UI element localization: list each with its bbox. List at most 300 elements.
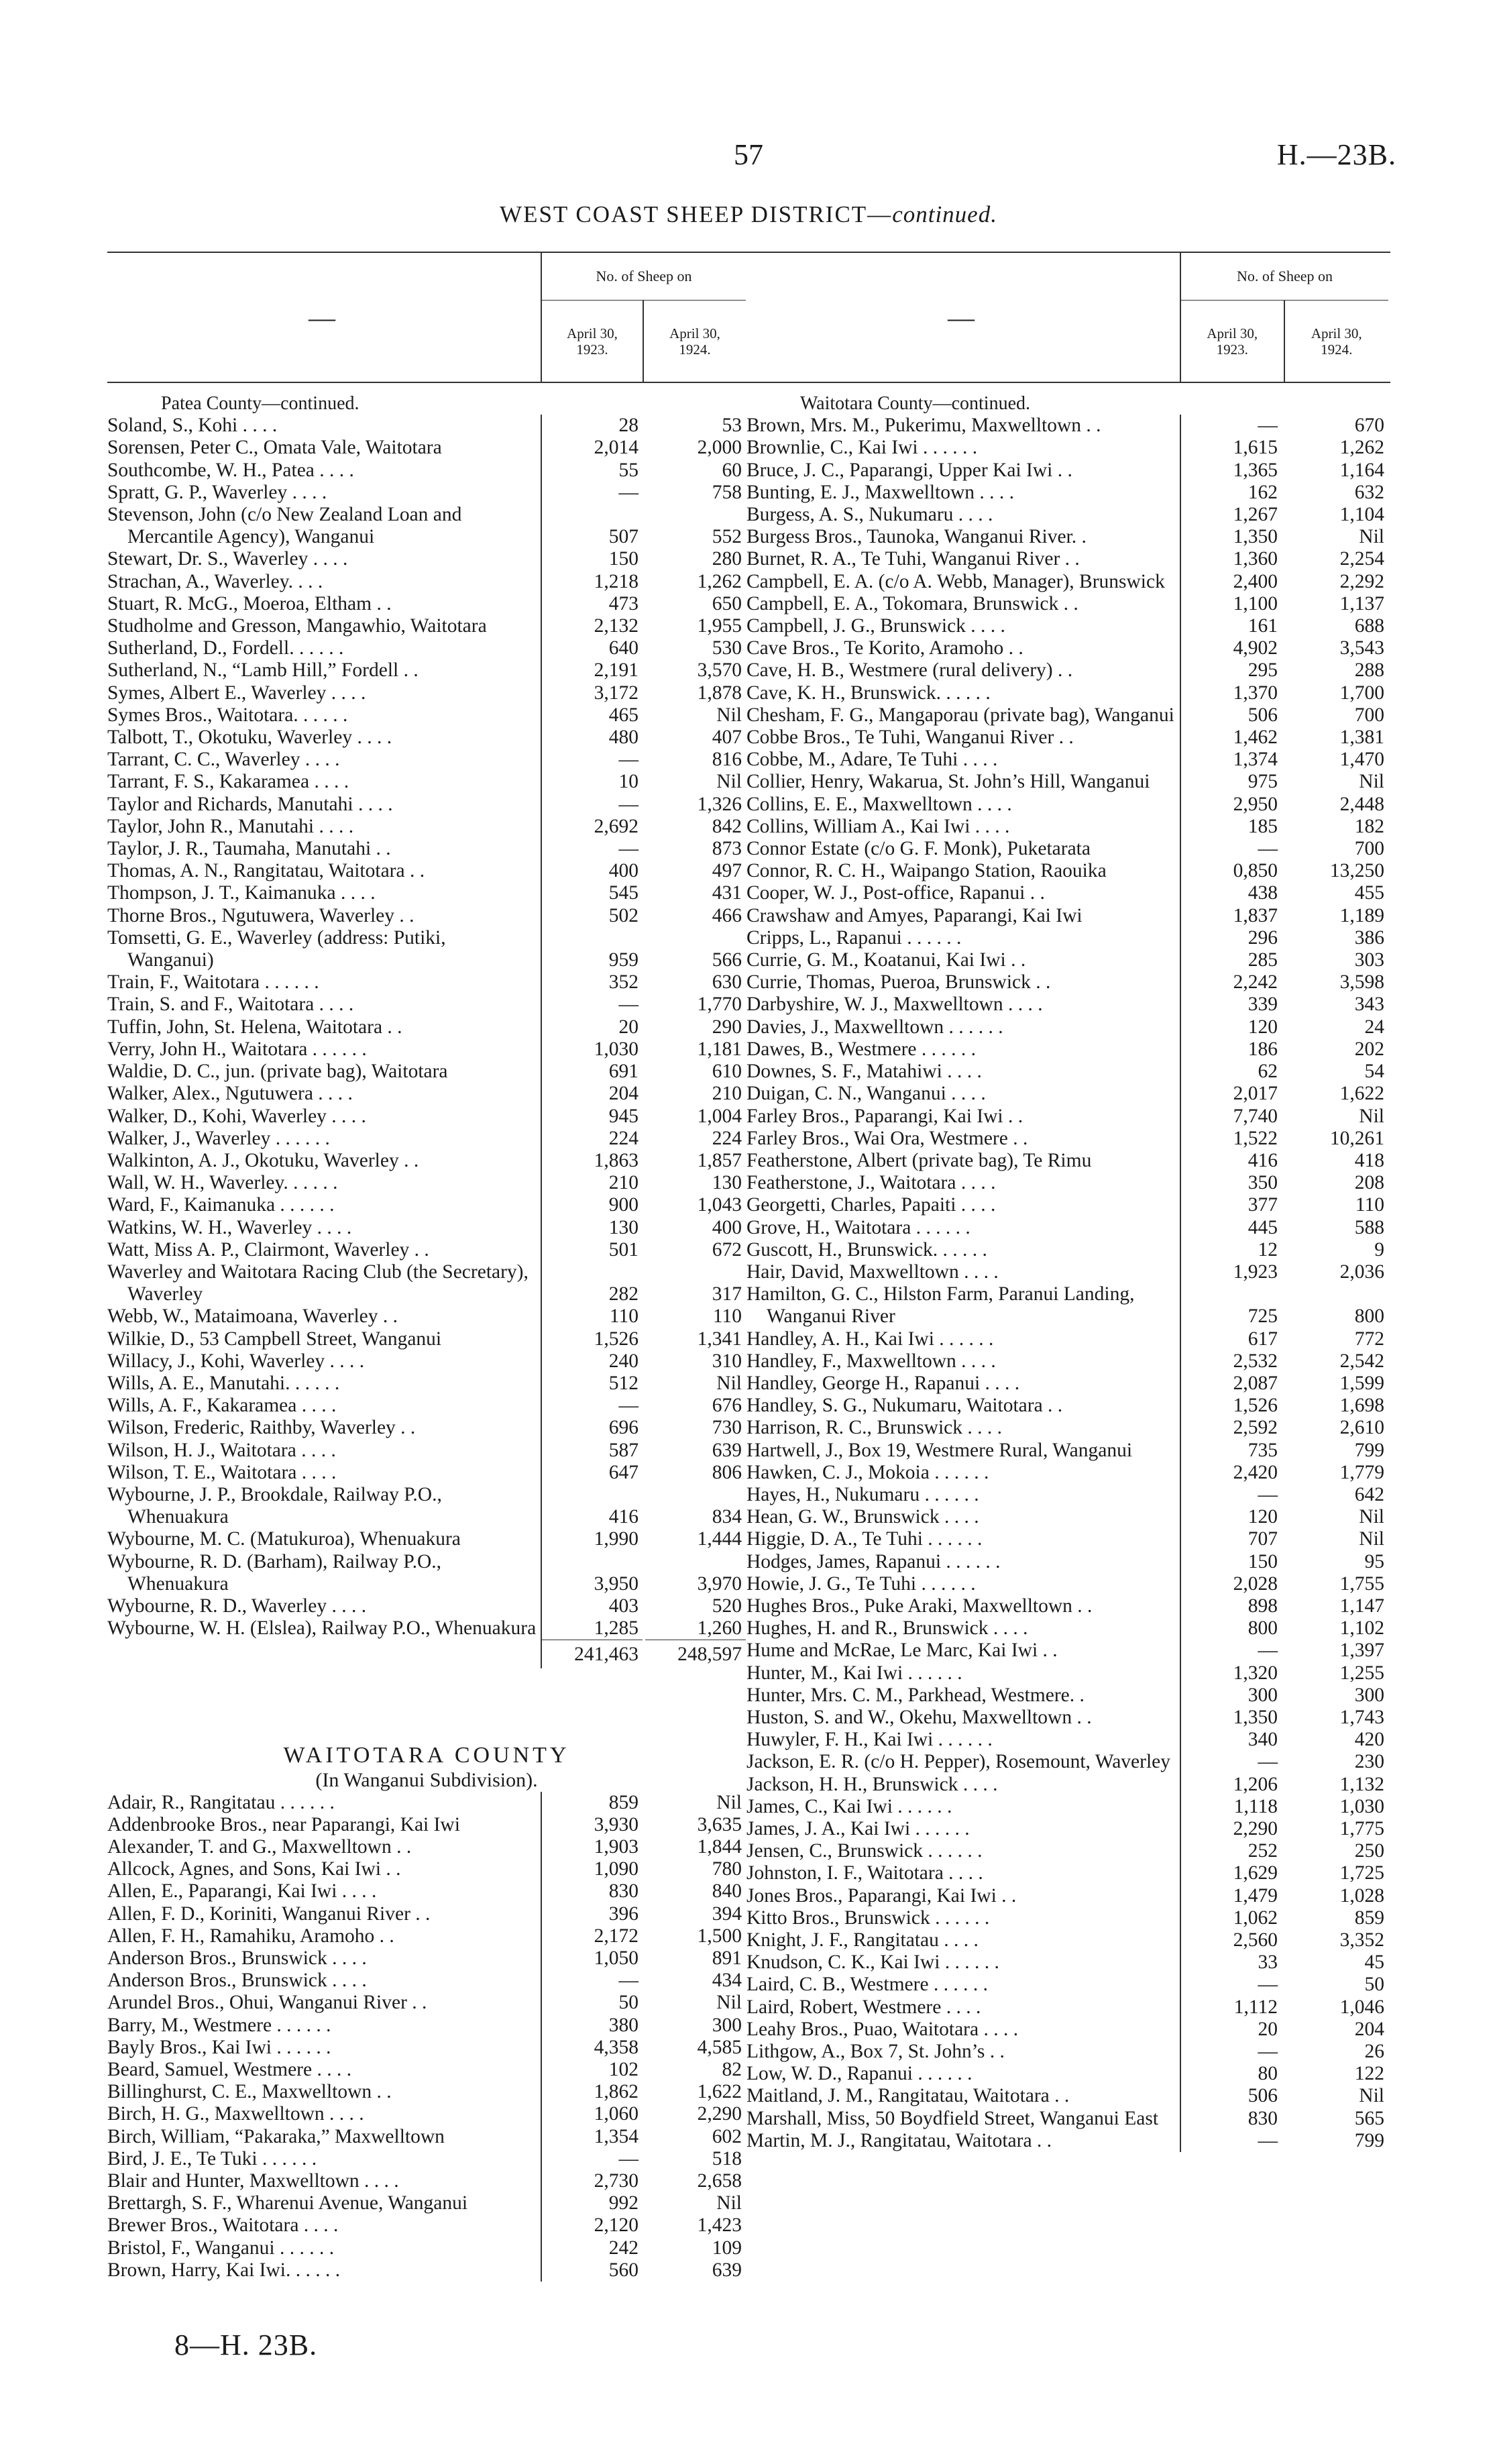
table-row-name: Maitland, J. M., Rangitatau, Waitotara . . xyxy=(746,2085,1070,2107)
table-row-1924: 280 xyxy=(712,548,742,570)
column-divider xyxy=(1176,927,1181,949)
table-row-name: Handley, A. H., Kai Iwi . . . . . . xyxy=(746,1328,994,1350)
table-row-1923: 4,902 xyxy=(1233,637,1278,659)
sheep-on-label: No. of Sheep on xyxy=(542,253,746,301)
table-row-name: Hunter, M., Kai Iwi . . . . . . xyxy=(746,1662,962,1684)
table-row-1924: 772 xyxy=(1354,1328,1384,1350)
table-row-1923: 380 xyxy=(608,2014,639,2036)
table-row-1923: 1,365 xyxy=(1233,459,1278,481)
column-divider xyxy=(537,2170,542,2192)
table-row-1923: 502 xyxy=(608,904,639,926)
table-row-name: Hughes Bros., Puke Araki, Maxwelltown . . xyxy=(746,1595,1093,1617)
table-row-1923: 830 xyxy=(608,1880,639,1903)
table-row-1924: 210 xyxy=(712,1083,742,1105)
table-row-name: Wills, A. E., Manutahi. . . . . . xyxy=(107,1372,340,1394)
table-row-1923: — xyxy=(618,2147,639,2170)
table-row-1923: — xyxy=(1258,415,1278,437)
table-row-1924: 208 xyxy=(1354,1172,1384,1194)
table-row-name: Beard, Samuel, Westmere . . . . xyxy=(107,2059,352,2081)
table-row-1923: 33 xyxy=(1258,1951,1278,1974)
column-divider xyxy=(537,749,542,771)
table-row-1924: 290 xyxy=(712,1016,742,1038)
table-row-1924: 3,635 xyxy=(697,1813,742,1835)
table-row-1924: Nil xyxy=(1359,526,1384,548)
column-divider xyxy=(1176,1862,1181,1884)
table-row-name: Wilson, T. E., Waitotara . . . . xyxy=(107,1461,337,1483)
table-row-1923: 210 xyxy=(608,1172,639,1194)
column-divider xyxy=(1176,1662,1181,1684)
table-row-1923: 1,062 xyxy=(1233,1907,1278,1929)
table-row-name: Handley, S. G., Nukumaru, Waitotara . . xyxy=(746,1395,1063,1417)
table-row-name: Sorensen, Peter C., Omata Vale, Waitotara xyxy=(107,437,442,459)
column-divider xyxy=(537,593,542,615)
table-row-1923: — xyxy=(618,749,639,771)
table-row-name: Burnet, R. A., Te Tuhi, Wanganui River . . xyxy=(746,548,1080,570)
column-divider xyxy=(537,2015,542,2037)
table-row-name: Laird, C. B., Westmere . . . . . . xyxy=(746,1974,989,1996)
table-row-1923: — xyxy=(618,838,639,860)
column-divider xyxy=(1176,838,1181,860)
table-row-1924: 758 xyxy=(712,481,742,503)
table-row-1924: 1,725 xyxy=(1339,1862,1384,1884)
table-row-1923: 416 xyxy=(1248,1149,1278,1171)
table-row-name: Sutherland, D., Fordell. . . . . . xyxy=(107,637,344,659)
table-row-1924: 10,261 xyxy=(1329,1127,1384,1149)
table-row-name: Symes Bros., Waitotara. . . . . . xyxy=(107,704,348,726)
table-row-1924: 700 xyxy=(1354,838,1384,860)
table-row-1923: 1,903 xyxy=(594,1835,639,1858)
table-row-1924: 1,470 xyxy=(1339,749,1384,771)
table-row-1924: 859 xyxy=(1354,1907,1384,1929)
column-divider xyxy=(1176,994,1181,1016)
table-row-name: Alexander, T. and G., Maxwelltown . . xyxy=(107,1835,412,1858)
column-divider xyxy=(537,2192,542,2214)
column-divider xyxy=(1176,1283,1181,1328)
table-row-1924: 45 xyxy=(1364,1951,1384,1974)
table-row-1923: 120 xyxy=(1248,1016,1278,1038)
table-row-name: Southcombe, W. H., Patea . . . . xyxy=(107,459,354,481)
table-row-1923: 3,930 xyxy=(594,1813,639,1835)
column-divider xyxy=(537,1395,542,1417)
table-row-1924: 1,423 xyxy=(697,2214,742,2237)
column-divider xyxy=(1176,1818,1181,1840)
table-row-1923: 80 xyxy=(1258,2063,1278,2085)
table-row-name: Farley Bros., Wai Ora, Westmere . . xyxy=(746,1127,1028,1149)
table-row-1923: 102 xyxy=(608,2059,639,2081)
table-row-1923: 1,923 xyxy=(1233,1261,1278,1283)
table-row-1924: 420 xyxy=(1354,1729,1384,1751)
table-row-1924: 834 xyxy=(712,1506,742,1528)
table-row-name: Allen, E., Paparangi, Kai Iwi . . . . xyxy=(107,1880,377,1903)
column-divider xyxy=(1176,482,1181,504)
table-row-1923: 1,462 xyxy=(1233,727,1278,749)
table-row-1924: 26 xyxy=(1364,2041,1384,2063)
column-divider xyxy=(1176,548,1181,570)
left-table xyxy=(107,252,751,2282)
table-row-1924: 630 xyxy=(712,971,742,994)
table-row-1923: 396 xyxy=(608,1903,639,1925)
table-row-1924: 672 xyxy=(712,1238,742,1261)
section-patea-county: Patea County—continued. xyxy=(161,393,359,414)
table-row-1923: 830 xyxy=(1248,2107,1278,2129)
table-row-1924: Nil xyxy=(716,704,742,726)
column-divider xyxy=(537,2037,542,2059)
column-divider xyxy=(1176,1573,1181,1595)
table-row-name: Hayes, H., Nukumaru . . . . . . xyxy=(746,1483,979,1505)
table-row-1924: 2,000 xyxy=(697,437,742,459)
table-row-name: Train, S. and F., Waitotara . . . . xyxy=(107,994,354,1016)
table-row-1924: 632 xyxy=(1354,481,1384,503)
table-row-1924: 676 xyxy=(712,1395,742,1417)
table-row-1923: 1,526 xyxy=(1233,1395,1278,1417)
table-row-name: Anderson Bros., Brunswick . . . . xyxy=(107,1947,367,1969)
column-divider xyxy=(1176,637,1181,659)
right-table-body xyxy=(746,383,1390,2152)
column-divider xyxy=(1176,1684,1181,1707)
column-divider xyxy=(1176,971,1181,994)
column-divider xyxy=(1176,615,1181,637)
table-row-1923: 473 xyxy=(608,592,639,614)
title-continued: continued. xyxy=(892,201,997,227)
table-row-name: Grove, H., Waitotara . . . . . . xyxy=(746,1216,971,1238)
table-row-1923: 1,090 xyxy=(594,1858,639,1880)
table-row-1923: 340 xyxy=(1248,1729,1278,1751)
table-row-1923: 150 xyxy=(1248,1550,1278,1572)
table-row-1924: 3,352 xyxy=(1339,1929,1384,1951)
column-divider xyxy=(1176,905,1181,927)
table-row-name: Dawes, B., Westmere . . . . . . xyxy=(746,1038,977,1060)
year-1924-header: April 30, 1924. xyxy=(1311,325,1362,358)
table-row-name: Campbell, E. A., Tokomara, Brunswick . . xyxy=(746,592,1078,614)
footer-code: 8—H. 23B. xyxy=(174,2328,318,2361)
table-row-1923: 1,374 xyxy=(1233,749,1278,771)
table-row-name: Featherstone, Albert (private bag), Te Rimu xyxy=(746,1149,1092,1171)
table-row-1923: 438 xyxy=(1248,882,1278,904)
table-row-1923: 506 xyxy=(1248,704,1278,726)
column-divider xyxy=(1176,1217,1181,1239)
table-row-1924: 1,164 xyxy=(1339,459,1384,481)
table-row-1923: 3,172 xyxy=(594,682,639,704)
year-1924-header: April 30, 1924. xyxy=(669,325,720,358)
table-row-1923: 445 xyxy=(1248,1216,1278,1238)
table-row-1923: 2,290 xyxy=(1233,1818,1278,1839)
document-code: H.—23B. xyxy=(1276,138,1396,171)
table-row-1923: 0,850 xyxy=(1233,860,1278,882)
column-divider xyxy=(1176,1038,1181,1061)
table-row-name: Jones Bros., Paparangi, Kai Iwi . . xyxy=(746,1884,1017,1907)
table-row-name: Birch, William, “Pakaraka,” Maxwelltown xyxy=(107,2125,445,2147)
table-row-1924: 310 xyxy=(712,1350,742,1372)
sheep-column-header xyxy=(542,253,746,382)
table-row-name: Birch, H. G., Maxwelltown . . . . xyxy=(107,2103,364,2125)
table-row-1924: 4,585 xyxy=(697,2036,742,2058)
table-row-1923: 507 xyxy=(608,526,639,548)
table-row-1924: Nil xyxy=(716,1791,742,1813)
table-row-name: Studholme and Gresson, Mangawhio, Waitotara xyxy=(107,615,487,637)
column-divider xyxy=(537,1836,542,1858)
table-row-1924: 250 xyxy=(1354,1840,1384,1862)
table-row-name: Symes, Albert E., Waverley . . . . xyxy=(107,682,366,704)
table-row-1924: 602 xyxy=(712,2125,742,2147)
table-row-name: Low, W. D., Rapanui . . . . . . xyxy=(746,2063,973,2085)
column-divider xyxy=(537,2214,542,2237)
table-row-1923: 1,100 xyxy=(1233,592,1278,614)
table-row-name: Walker, J., Waverley . . . . . . xyxy=(107,1127,330,1149)
table-row-1923: — xyxy=(1258,2041,1278,2063)
table-row-1923: 120 xyxy=(1248,1506,1278,1528)
column-divider xyxy=(537,2059,542,2081)
table-row-name: Huston, S. and W., Okehu, Maxwelltown . . xyxy=(746,1706,1092,1728)
table-row-1923: 1,218 xyxy=(594,570,639,592)
column-divider xyxy=(1176,1061,1181,1083)
column-divider xyxy=(537,1640,542,1668)
table-row-name: Hamilton, G. C., Hilston Farm, Paranui Landing, Wanganui River xyxy=(746,1283,1135,1328)
table-row-name: Burgess, A. S., Nukumaru . . . . xyxy=(746,504,993,526)
table-row-name: Chesham, F. G., Mangaporau (private bag), Wanganui xyxy=(746,704,1174,726)
table-row-name: Wall, W. H., Waverley. . . . . . xyxy=(107,1172,338,1194)
table-row-1923: 480 xyxy=(608,727,639,749)
table-row-1924: 1,844 xyxy=(697,1835,742,1858)
column-divider xyxy=(537,571,542,593)
table-row-name: Georgetti, Charles, Papaiti . . . . xyxy=(746,1194,996,1216)
table-row-1923: 647 xyxy=(608,1461,639,1483)
column-divider xyxy=(1176,1840,1181,1862)
table-row-name: Hawken, C. J., Mokoia . . . . . . xyxy=(746,1461,989,1483)
column-divider xyxy=(537,482,542,504)
table-row-name: Featherstone, J., Waitotara . . . . xyxy=(746,1172,996,1194)
page-number: 57 xyxy=(734,138,763,171)
table-row-1924: 1,779 xyxy=(1339,1461,1384,1483)
table-row-name: Strachan, A., Waverley. . . . xyxy=(107,570,323,592)
column-divider xyxy=(537,1484,542,1528)
table-row-1923: 560 xyxy=(608,2259,639,2281)
table-row-1923: 296 xyxy=(1248,926,1278,949)
table-row-name: Collier, Henry, Wakarua, St. John’s Hill, Wanganui xyxy=(746,771,1150,793)
table-row-1924: Nil xyxy=(716,771,742,793)
table-row-name: Thorne Bros., Ngutuwera, Waverley . . xyxy=(107,904,414,926)
table-row-name: Hume and McRae, Le Marc, Kai Iwi . . xyxy=(746,1640,1058,1662)
column-divider xyxy=(1176,794,1181,816)
table-row-name: Farley Bros., Paparangi, Kai Iwi . . xyxy=(746,1105,1023,1127)
column-divider xyxy=(1176,727,1181,749)
table-row-1923: 2,028 xyxy=(1233,1572,1278,1595)
table-row-1924: 1,004 xyxy=(697,1105,742,1127)
table-row-name: Bruce, J. C., Paparangi, Upper Kai Iwi . . xyxy=(746,459,1072,481)
table-row-name: Tuffin, John, St. Helena, Waitotara . . xyxy=(107,1016,402,1038)
table-row-1923: 285 xyxy=(1248,949,1278,971)
table-row-name: Walkinton, A. J., Okotuku, Waverley . . xyxy=(107,1149,419,1171)
left-table-header xyxy=(107,252,751,383)
table-row-1924: 610 xyxy=(712,1061,742,1083)
left-table-body xyxy=(107,383,751,2282)
table-row-1924: 202 xyxy=(1354,1038,1384,1060)
table-row-1924: 1,030 xyxy=(1339,1795,1384,1817)
table-row-name: Guscott, H., Brunswick. . . . . . xyxy=(746,1238,987,1261)
table-row-1924: 588 xyxy=(1354,1216,1384,1238)
column-divider xyxy=(1176,1128,1181,1150)
table-row-1924: 700 xyxy=(1354,704,1384,726)
table-row-1923: 975 xyxy=(1248,771,1278,793)
column-divider xyxy=(1176,1373,1181,1395)
column-divider xyxy=(537,437,542,459)
column-divider xyxy=(537,2126,542,2148)
table-row-name: Cripps, L., Rapanui . . . . . . xyxy=(746,926,962,949)
column-divider xyxy=(537,816,542,838)
column-divider xyxy=(537,1551,542,1595)
column-divider xyxy=(537,1328,542,1350)
table-row-name: Allen, F. D., Koriniti, Wanganui River . . xyxy=(107,1903,431,1925)
table-row-1923: 800 xyxy=(1248,1617,1278,1640)
table-row-name: Higgie, D. A., Te Tuhi . . . . . . xyxy=(746,1528,983,1550)
year-1923-header: April 30, 1923. xyxy=(542,301,644,382)
table-row-1924: 842 xyxy=(712,815,742,837)
table-row-name: Wybourne, M. C. (Matukuroa), Whenuakura xyxy=(107,1528,461,1550)
table-row-1923: 2,400 xyxy=(1233,570,1278,592)
column-divider xyxy=(537,2148,542,2170)
table-row-1923: 1,320 xyxy=(1233,1662,1278,1684)
table-row-name: Thompson, J. T., Kaimanuka . . . . xyxy=(107,882,376,904)
table-row-name: Lithgow, A., Box 7, St. John’s . . xyxy=(746,2041,1005,2063)
table-row-1923: 403 xyxy=(608,1595,639,1617)
table-row-1924: 2,292 xyxy=(1339,570,1384,592)
table-row-1923: 735 xyxy=(1248,1439,1278,1461)
table-row-name: Brown, Harry, Kai Iwi. . . . . . xyxy=(107,2259,341,2281)
table-row-name: Stewart, Dr. S., Waverley . . . . xyxy=(107,548,348,570)
table-row-name: Wybourne, W. H. (Elslea), Railway P.O., Whenuakura xyxy=(107,1617,537,1640)
table-row-1923: 204 xyxy=(608,1083,639,1105)
column-divider xyxy=(1176,860,1181,882)
table-row-1923: 4,358 xyxy=(594,2036,639,2058)
section-waitotara-continued: Waitotara County—continued. xyxy=(800,393,1030,414)
column-divider xyxy=(1176,1440,1181,1462)
table-row-1924: 110 xyxy=(712,1305,742,1328)
column-divider xyxy=(1176,1462,1181,1484)
table-row-1924: 3,570 xyxy=(697,659,742,682)
column-divider xyxy=(537,1947,542,1970)
column-divider xyxy=(1176,882,1181,904)
table-row-1924: 891 xyxy=(712,1947,742,1969)
table-row-name: Tomsetti, G. E., Waverley (address: Putiki, Wanganui) xyxy=(107,926,446,971)
column-divider xyxy=(537,615,542,637)
table-row-name: Watkins, W. H., Waverley . . . . xyxy=(107,1216,352,1238)
table-row-1924: 3,598 xyxy=(1339,971,1384,994)
column-divider xyxy=(1176,571,1181,593)
column-divider xyxy=(537,1038,542,1061)
table-row-1924: 2,610 xyxy=(1339,1417,1384,1439)
table-row-name: Tarrant, C. C., Waverley . . . . xyxy=(107,749,340,771)
table-row-name: Sutherland, N., “Lamb Hill,” Fordell . . xyxy=(107,659,419,682)
table-row-name: Wills, A. F., Kakaramea . . . . xyxy=(107,1395,337,1417)
table-row-1923: 2,087 xyxy=(1233,1372,1278,1394)
table-row-1924: 518 xyxy=(712,2147,742,2170)
column-divider xyxy=(537,1528,542,1550)
table-row-1924: 466 xyxy=(712,904,742,926)
table-row-1924: 109 xyxy=(712,2237,742,2259)
table-row-1923: 2,560 xyxy=(1233,1929,1278,1951)
table-row-1923: — xyxy=(1258,2129,1278,2151)
table-row-1924: 1,444 xyxy=(697,1528,742,1550)
title-text: WEST COAST SHEEP DISTRICT— xyxy=(500,201,893,227)
column-divider xyxy=(1176,1774,1181,1796)
table-row-1924: 407 xyxy=(712,727,742,749)
table-row-name: Duigan, C. N., Wanganui . . . . xyxy=(746,1083,986,1105)
column-divider xyxy=(1176,659,1181,682)
column-divider xyxy=(1176,1974,1181,1996)
table-row-name: Cave, H. B., Westmere (rural delivery) . . xyxy=(746,659,1073,682)
table-row-1923: — xyxy=(618,1970,639,1992)
column-divider xyxy=(1176,460,1181,482)
table-row-name: Billinghurst, C. E., Maxwelltown . . xyxy=(107,2081,392,2103)
table-row-1923: 1,526 xyxy=(594,1328,639,1350)
column-divider xyxy=(537,2259,542,2282)
table-row-1924: 816 xyxy=(712,749,742,771)
column-divider xyxy=(1176,1707,1181,1729)
table-row-name: Handley, George H., Rapanui . . . . xyxy=(746,1372,1020,1394)
table-row-1924: 54 xyxy=(1364,1061,1384,1083)
column-divider xyxy=(537,1792,542,1814)
table-row-name: Johnston, I. F., Waitotara . . . . xyxy=(746,1862,983,1884)
section-waitotara-subdivision: (In Wanganui Subdivision). xyxy=(315,1769,538,1792)
column-divider xyxy=(537,2103,542,2125)
table-row-1924: 50 xyxy=(1364,1974,1384,1996)
year-1923-header: April 30, 1923. xyxy=(1181,301,1285,382)
table-row-1923: 252 xyxy=(1248,1840,1278,1862)
table-row-1923: 186 xyxy=(1248,1038,1278,1060)
table-row-1923: 10 xyxy=(618,771,639,793)
table-row-name: Walker, Alex., Ngutuwera . . . . xyxy=(107,1083,353,1105)
table-row-1924: 1,878 xyxy=(697,682,742,704)
column-divider xyxy=(537,1305,542,1328)
column-divider xyxy=(1176,1907,1181,1929)
table-row-1923: 1,118 xyxy=(1233,1795,1278,1817)
column-divider xyxy=(537,659,542,682)
table-row-name: Cobbe Bros., Te Tuhi, Wanganui River . . xyxy=(746,727,1074,749)
table-row-name: Currie, Thomas, Pueroa, Brunswick . . xyxy=(746,971,1051,994)
column-divider xyxy=(1176,593,1181,615)
table-row-1923: 1,350 xyxy=(1233,1706,1278,1728)
column-divider xyxy=(537,1261,542,1305)
table-row-1923: 2,532 xyxy=(1233,1350,1278,1372)
table-row-1923: 2,191 xyxy=(594,659,639,682)
column-divider xyxy=(537,1128,542,1150)
table-row-name: Cave Bros., Te Korito, Aramoho . . xyxy=(746,637,1023,659)
table-row-1923: 20 xyxy=(618,1016,639,1038)
table-row-name: Hean, G. W., Brunswick . . . . xyxy=(746,1506,979,1528)
table-row-1923: 1,615 xyxy=(1233,437,1278,459)
table-row-name: Harrison, R. C., Brunswick . . . . xyxy=(746,1417,1003,1439)
column-divider xyxy=(1176,816,1181,838)
column-divider xyxy=(537,1150,542,1172)
column-divider xyxy=(1176,1106,1181,1128)
table-row-1924: 1,700 xyxy=(1339,682,1384,704)
table-row-1924: 1,028 xyxy=(1339,1884,1384,1907)
table-row-1923: 240 xyxy=(608,1350,639,1372)
column-divider xyxy=(537,1217,542,1239)
table-row-1924: 303 xyxy=(1354,949,1384,971)
table-row-1923: — xyxy=(1258,1974,1278,1996)
column-divider xyxy=(1176,1528,1181,1550)
column-divider xyxy=(537,794,542,816)
table-row-1923: 130 xyxy=(608,1216,639,1238)
table-row-1924: 1,622 xyxy=(1339,1083,1384,1105)
table-row-1923: 185 xyxy=(1248,815,1278,837)
column-divider xyxy=(1176,1083,1181,1105)
column-divider xyxy=(1176,2063,1181,2085)
column-divider xyxy=(1176,504,1181,526)
column-divider xyxy=(1176,949,1181,971)
table-row-name: Stuart, R. McG., Moeroa, Eltham . . xyxy=(107,592,392,614)
column-divider xyxy=(1176,1729,1181,1751)
